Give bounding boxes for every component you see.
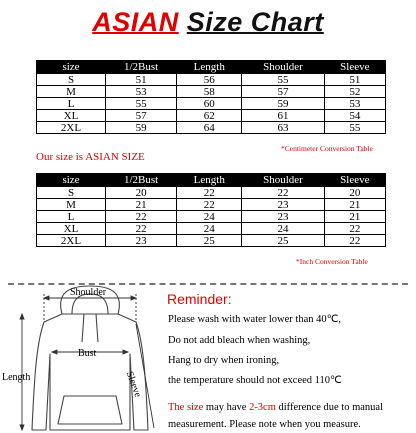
table-cell: S xyxy=(37,74,106,86)
table-cell: 25 xyxy=(177,235,242,247)
table-row xyxy=(37,122,386,134)
table-row xyxy=(37,110,386,122)
table-row xyxy=(37,235,386,247)
table-cell: 52 xyxy=(324,86,385,98)
table-cell: 24 xyxy=(177,211,242,223)
drawstring-left xyxy=(82,314,84,342)
title-asian: ASIAN xyxy=(92,7,179,37)
reminder-line: Please wash with water lower than 40℃, xyxy=(168,314,342,325)
table-cell: 22 xyxy=(106,223,177,235)
cm-header-cell: Shoulder xyxy=(242,61,324,74)
cm-table-note: *Centimeter Conversion Table xyxy=(281,144,373,153)
table-cell: 57 xyxy=(106,110,177,122)
table-cell: 51 xyxy=(324,74,385,86)
table-cell: L xyxy=(37,211,106,223)
cm-header-row xyxy=(37,61,386,74)
cm-size-table xyxy=(36,60,386,134)
bust-label: Bust xyxy=(78,348,97,359)
table-cell: 53 xyxy=(324,98,385,110)
table-cell: 2XL xyxy=(37,122,106,134)
table-cell: 62 xyxy=(177,110,242,122)
table-cell: 21 xyxy=(106,199,177,211)
table-cell: S xyxy=(37,187,106,199)
table-cell: 22 xyxy=(106,211,177,223)
table-cell: 59 xyxy=(106,122,177,134)
table-cell: 21 xyxy=(324,211,385,223)
table-cell: 20 xyxy=(106,187,177,199)
table-row xyxy=(37,223,386,235)
table-cell: 58 xyxy=(177,86,242,98)
table-cell: 24 xyxy=(242,223,324,235)
table-cell: XL xyxy=(37,223,106,235)
table-cell: 55 xyxy=(242,74,324,86)
reminder-line: the temperature should not exceed 110℃ xyxy=(168,375,342,386)
table-cell: 25 xyxy=(242,235,324,247)
table-row xyxy=(37,74,386,86)
inch-size-table xyxy=(36,173,386,247)
table-row xyxy=(37,98,386,110)
shoulder-label: Shoulder xyxy=(70,287,107,298)
table-cell: 64 xyxy=(177,122,242,134)
table-cell: XL xyxy=(37,110,106,122)
table-row xyxy=(37,211,386,223)
cm-header-cell: Length xyxy=(177,61,242,74)
table-cell: 22 xyxy=(324,223,385,235)
table-row xyxy=(37,199,386,211)
table-cell: 23 xyxy=(242,211,324,223)
table-cell: 22 xyxy=(324,235,385,247)
table-cell: 20 xyxy=(324,187,385,199)
table-cell: L xyxy=(37,98,106,110)
measurement-note: measurement. Please note when you measure. xyxy=(168,419,361,430)
reminder-title: Reminder: xyxy=(167,291,232,307)
table-row xyxy=(37,187,386,199)
table-cell: 57 xyxy=(242,86,324,98)
page-title xyxy=(0,6,416,38)
table-cell: 53 xyxy=(106,86,177,98)
table-cell: 54 xyxy=(324,110,385,122)
table-cell: 23 xyxy=(106,235,177,247)
table-cell: 24 xyxy=(177,223,242,235)
table-cell: 55 xyxy=(106,98,177,110)
table-cell: 63 xyxy=(242,122,324,134)
table-cell: 55 xyxy=(324,122,385,134)
table-cell: 22 xyxy=(177,199,242,211)
table-cell: M xyxy=(37,86,106,98)
inch-header-cell: size xyxy=(37,174,106,187)
size-difference-note xyxy=(168,402,383,414)
table-cell: 23 xyxy=(242,199,324,211)
pocket-outline xyxy=(58,396,122,424)
table-row xyxy=(37,86,386,98)
size-diff-red: The size xyxy=(168,402,204,413)
table-cell: 22 xyxy=(177,187,242,199)
inch-header-row xyxy=(37,174,386,187)
table-cell: 59 xyxy=(242,98,324,110)
inch-header-cell: Shoulder xyxy=(242,174,324,187)
drawstring-right xyxy=(96,314,98,342)
table-cell: 60 xyxy=(177,98,242,110)
cm-header-cell: Sleeve xyxy=(324,61,385,74)
table-cell: 56 xyxy=(177,74,242,86)
reminder-line: Hang to dry when ironing, xyxy=(168,355,280,366)
asian-size-note: Our size is ASIAN SIZE xyxy=(36,151,145,163)
table-cell: 2XL xyxy=(37,235,106,247)
inch-header-cell: 1/2Bust xyxy=(106,174,177,187)
sleeve-measure-line xyxy=(136,324,154,428)
table-cell: 21 xyxy=(324,199,385,211)
cm-header-cell: 1/2Bust xyxy=(106,61,177,74)
inch-header-cell: Length xyxy=(177,174,242,187)
title-size-chart: Size Chart xyxy=(186,7,324,37)
inch-table-note: *Inch Conversion Table xyxy=(296,257,368,266)
size-diff-mid: may have xyxy=(203,402,250,413)
size-diff-end: difference due to manual xyxy=(275,402,383,413)
table-cell: 51 xyxy=(106,74,177,86)
size-diff-range: 2-3cm xyxy=(249,402,276,413)
cm-header-cell: size xyxy=(37,61,106,74)
inch-header-cell: Sleeve xyxy=(324,174,385,187)
sleeve-label: Sleeve xyxy=(123,370,144,399)
table-cell: 22 xyxy=(242,187,324,199)
table-cell: 61 xyxy=(242,110,324,122)
length-label: Length xyxy=(2,372,31,383)
table-cell: M xyxy=(37,199,106,211)
reminder-line: Do not add bleach when washing, xyxy=(168,335,311,346)
